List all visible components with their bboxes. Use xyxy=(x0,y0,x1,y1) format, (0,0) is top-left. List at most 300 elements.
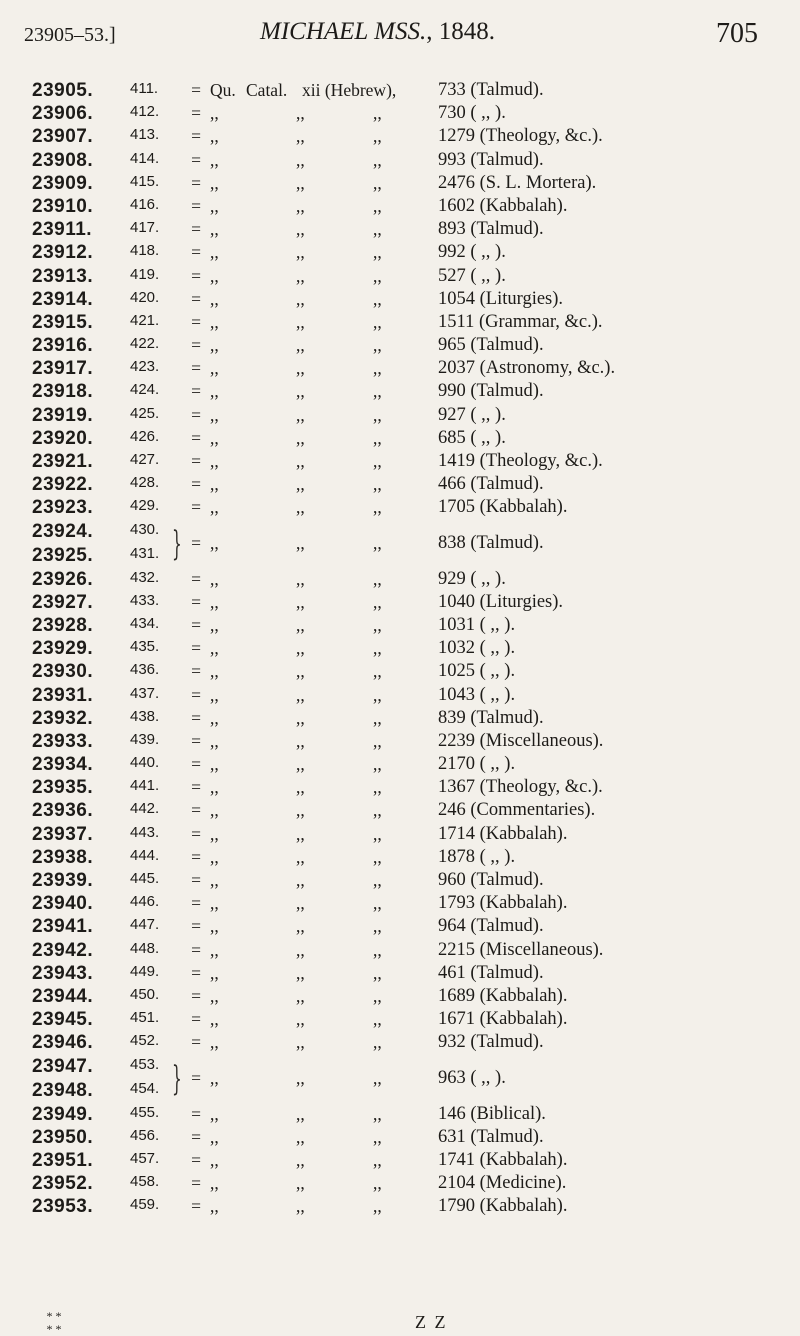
catalogue-reference: 1511 (Grammar, &c.). xyxy=(438,311,603,332)
sub-number: 411. xyxy=(130,80,159,97)
sub-number: 448. xyxy=(130,939,160,957)
entry-number: 23940. xyxy=(32,893,94,915)
sub-number: 446. xyxy=(130,893,160,911)
ditto-mark: ,, xyxy=(210,311,219,332)
equals-sign: = xyxy=(191,427,201,448)
entry-number: 23925. xyxy=(32,544,94,566)
catalogue-reference: 929 ( ,, ). xyxy=(438,568,506,589)
catalogue-entry xyxy=(0,1104,800,1127)
equals-sign: = xyxy=(191,381,201,402)
ditto-mark: ,, xyxy=(373,707,382,728)
catalogue-reference: 964 (Talmud). xyxy=(438,916,544,937)
entry-number: 23946. xyxy=(32,1032,94,1054)
equals-sign: = xyxy=(191,916,201,937)
catalogue-entry xyxy=(0,474,800,497)
sub-number: 449. xyxy=(130,962,160,980)
entry-number: 23907. xyxy=(32,126,94,148)
equals-sign: = xyxy=(191,1067,201,1088)
ditto-mark: ,, xyxy=(296,684,305,705)
ditto-mark: ,, xyxy=(296,591,305,612)
equals-sign: = xyxy=(191,242,201,263)
sub-number: 445. xyxy=(130,870,160,887)
catalogue-entry xyxy=(0,661,800,684)
catalogue-entry xyxy=(0,150,800,173)
ditto-mark: ,, xyxy=(210,381,219,402)
ditto-mark: ,, xyxy=(210,1126,219,1147)
catalogue-entry xyxy=(0,615,800,638)
catalogue-entry xyxy=(0,521,800,569)
entry-number: 23918. xyxy=(32,381,94,403)
equals-sign: = xyxy=(191,1032,201,1053)
ditto-mark: ,, xyxy=(373,265,382,286)
ditto-mark: ,, xyxy=(296,985,305,1006)
ditto-mark: ,, xyxy=(210,335,219,356)
catalogue-entry xyxy=(0,940,800,963)
ditto-mark: ,, xyxy=(373,126,382,147)
equals-sign: = xyxy=(191,103,201,124)
sub-number: 423. xyxy=(130,358,160,376)
ditto-mark: ,, xyxy=(296,404,305,425)
ditto-mark: ,, xyxy=(210,939,219,960)
catalogue-abbrev: Catal. xyxy=(246,80,288,100)
ditto-mark: ,, xyxy=(210,1067,219,1088)
catalogue-entry xyxy=(0,358,800,381)
ditto-mark: ,, xyxy=(296,939,305,960)
equals-sign: = xyxy=(191,823,201,844)
catalogue-entry xyxy=(0,1127,800,1150)
catalogue-reference: 1031 ( ,, ). xyxy=(438,614,516,635)
ditto-mark: ,, xyxy=(373,532,382,553)
equals-sign: = xyxy=(191,893,201,914)
equals-sign: = xyxy=(191,532,201,553)
ditto-mark: ,, xyxy=(210,916,219,937)
catalogue-reference: 1419 (Theology, &c.). xyxy=(438,451,603,471)
catalogue-reference: 838 (Talmud). xyxy=(438,532,544,553)
equals-sign: = xyxy=(191,126,201,147)
entry-number: 23933. xyxy=(32,730,94,752)
equals-sign: = xyxy=(191,1196,201,1217)
entry-number: 23952. xyxy=(32,1173,94,1195)
catalogue-reference: 527 ( ,, ). xyxy=(438,265,506,286)
sub-number: 458. xyxy=(130,1173,160,1191)
catalogue-reference: 733 (Talmud). xyxy=(438,80,544,100)
ditto-mark: ,, xyxy=(373,288,382,309)
catalogue-entry xyxy=(0,800,800,823)
entry-number: 23920. xyxy=(32,427,94,449)
ditto-mark: ,, xyxy=(373,568,382,589)
sub-number: 428. xyxy=(130,474,160,492)
sub-number: 436. xyxy=(130,661,160,679)
header-title-italic: MICHAEL MSS. xyxy=(260,18,427,45)
equals-sign: = xyxy=(191,358,201,379)
ditto-mark: ,, xyxy=(296,126,305,147)
ditto-mark: ,, xyxy=(373,985,382,1006)
ditto-mark: ,, xyxy=(373,335,382,356)
catalogue-entry xyxy=(0,266,800,289)
equals-sign: = xyxy=(191,661,201,682)
equals-sign: = xyxy=(191,985,201,1006)
entry-number: 23908. xyxy=(32,149,94,171)
sub-number: 456. xyxy=(130,1126,160,1144)
ditto-mark: ,, xyxy=(296,242,305,263)
ditto-mark: ,, xyxy=(210,1103,219,1124)
entry-number: 23915. xyxy=(32,311,94,333)
entry-number: 23928. xyxy=(32,614,94,636)
ditto-mark: ,, xyxy=(210,103,219,124)
ditto-mark: ,, xyxy=(296,497,305,518)
ditto-mark: ,, xyxy=(296,451,305,471)
ditto-mark: ,, xyxy=(210,870,219,890)
ditto-mark: ,, xyxy=(373,777,382,798)
catalogue-reference: 1032 ( ,, ). xyxy=(438,638,516,659)
ditto-mark: ,, xyxy=(373,614,382,635)
catalogue-entry xyxy=(0,824,800,847)
entry-number: 23913. xyxy=(32,265,94,287)
equals-sign: = xyxy=(191,939,201,960)
entry-number: 23917. xyxy=(32,358,94,380)
sub-number: 424. xyxy=(130,381,160,399)
catalogue-reference: 730 ( ,, ). xyxy=(438,103,506,124)
header-title xyxy=(260,18,495,46)
ditto-mark: ,, xyxy=(296,172,305,193)
catalogue-entry xyxy=(0,242,800,265)
entry-number: 23951. xyxy=(32,1149,94,1171)
sub-number: 415. xyxy=(130,172,160,190)
catalogue-entry xyxy=(0,777,800,800)
ditto-mark: ,, xyxy=(210,591,219,612)
entry-number: 23914. xyxy=(32,288,94,310)
ditto-mark: ,, xyxy=(296,1196,305,1217)
ditto-mark: ,, xyxy=(373,730,382,751)
catalogue-reference: 927 ( ,, ). xyxy=(438,404,506,425)
catalogue-reference: 2239 (Miscellaneous). xyxy=(438,730,604,751)
ditto-mark: ,, xyxy=(296,265,305,286)
ditto-mark: ,, xyxy=(373,172,382,193)
ditto-mark: ,, xyxy=(210,568,219,589)
sub-number: 440. xyxy=(130,754,160,772)
entry-number: 23947. xyxy=(32,1055,94,1077)
catalogue-entry xyxy=(0,893,800,916)
ditto-mark: ,, xyxy=(296,381,305,402)
sub-number: 451. xyxy=(130,1009,160,1027)
ditto-mark: ,, xyxy=(210,1009,219,1030)
running-header xyxy=(0,18,800,58)
ditto-mark: ,, xyxy=(210,661,219,682)
ditto-mark: ,, xyxy=(296,730,305,751)
sub-number: 455. xyxy=(130,1103,160,1121)
equals-sign: = xyxy=(191,1149,201,1170)
sub-number: 413. xyxy=(130,126,160,144)
sub-number: 421. xyxy=(130,311,160,329)
catalogue-reference: 1741 (Kabbalah). xyxy=(438,1149,568,1170)
ditto-mark: ,, xyxy=(296,1149,305,1170)
ditto-mark: ,, xyxy=(373,1126,382,1147)
catalogue-entry xyxy=(0,847,800,870)
entry-number: 23950. xyxy=(32,1126,94,1148)
ditto-mark: ,, xyxy=(296,1067,305,1088)
sub-number: 412. xyxy=(130,103,160,121)
catalogue-reference: 2476 (S. L. Mortera). xyxy=(438,172,597,193)
equals-sign: = xyxy=(191,707,201,728)
catalogue-reference: 960 (Talmud). xyxy=(438,870,544,890)
catalogue-reference: 1790 (Kabbalah). xyxy=(438,1196,568,1217)
entry-number: 23906. xyxy=(32,103,94,125)
entry-number: 23912. xyxy=(32,242,94,264)
ditto-mark: ,, xyxy=(210,962,219,983)
catalogue-reference: 839 (Talmud). xyxy=(438,707,544,728)
equals-sign: = xyxy=(191,265,201,286)
ditto-mark: ,, xyxy=(296,195,305,216)
header-range: 23905–53.] xyxy=(24,24,116,46)
ditto-mark: ,, xyxy=(296,800,305,821)
ditto-mark: ,, xyxy=(373,195,382,216)
ditto-mark: ,, xyxy=(210,730,219,751)
catalogue-reference: 1279 (Theology, &c.). xyxy=(438,126,603,147)
entry-number: 23909. xyxy=(32,172,94,194)
catalogue-entry xyxy=(0,592,800,615)
sub-number: 427. xyxy=(130,451,160,468)
catalogue-reference: 466 (Talmud). xyxy=(438,474,544,495)
catalogue-reference: 2215 (Miscellaneous). xyxy=(438,939,604,960)
ditto-mark: ,, xyxy=(210,219,219,240)
catalogue-entry xyxy=(0,963,800,986)
ditto-mark: ,, xyxy=(373,800,382,821)
sub-number: 426. xyxy=(130,427,160,445)
sub-number: 439. xyxy=(130,730,160,748)
catalogue-reference: 1705 (Kabbalah). xyxy=(438,497,568,518)
ditto-mark: ,, xyxy=(296,427,305,448)
catalogue-reference: 461 (Talmud). xyxy=(438,962,544,983)
catalogue-entry xyxy=(0,1196,800,1219)
entry-number: 23926. xyxy=(32,568,94,590)
entry-number: 23943. xyxy=(32,962,94,984)
ditto-mark: ,, xyxy=(373,427,382,448)
entry-number: 23939. xyxy=(32,870,94,891)
ditto-mark: ,, xyxy=(210,497,219,518)
entry-number: 23910. xyxy=(32,195,94,217)
equals-sign: = xyxy=(191,474,201,495)
catalogue-entry xyxy=(0,1150,800,1173)
ditto-mark: ,, xyxy=(373,962,382,983)
ditto-mark: ,, xyxy=(296,707,305,728)
sub-number: 414. xyxy=(130,149,160,167)
ditto-mark: ,, xyxy=(373,451,382,471)
sub-number: 437. xyxy=(130,684,160,702)
catalogue-entry xyxy=(0,638,800,661)
ditto-mark: ,, xyxy=(296,568,305,589)
ditto-mark: ,, xyxy=(210,451,219,471)
catalogue-entry xyxy=(0,312,800,335)
entry-number: 23911. xyxy=(32,219,93,241)
equals-sign: = xyxy=(191,870,201,890)
ditto-mark: ,, xyxy=(210,985,219,1006)
entry-number: 23932. xyxy=(32,707,94,729)
header-year: , 1848. xyxy=(426,18,495,45)
equals-sign: = xyxy=(191,777,201,798)
catalogue-entry xyxy=(0,219,800,242)
ditto-mark: ,, xyxy=(210,800,219,821)
equals-sign: = xyxy=(191,962,201,983)
catalogue-reference: 1040 (Liturgies). xyxy=(438,591,564,612)
catalogue-entries xyxy=(0,80,800,1219)
ditto-mark: ,, xyxy=(373,1032,382,1053)
catalogue-entry xyxy=(0,335,800,358)
ditto-mark: ,, xyxy=(210,893,219,914)
catalogue-entry xyxy=(0,986,800,1009)
ditto-mark: ,, xyxy=(296,870,305,890)
catalogue-reference: 932 (Talmud). xyxy=(438,1032,544,1053)
equals-sign: = xyxy=(191,684,201,705)
catalogue-reference: 2037 (Astronomy, &c.). xyxy=(438,358,616,379)
ditto-mark: ,, xyxy=(210,172,219,193)
ditto-mark: ,, xyxy=(373,684,382,705)
equals-sign: = xyxy=(191,614,201,635)
equals-sign: = xyxy=(191,451,201,471)
ditto-mark: ,, xyxy=(210,614,219,635)
sub-number: 419. xyxy=(130,265,160,283)
equals-sign: = xyxy=(191,497,201,518)
entry-number: 23953. xyxy=(32,1196,94,1218)
equals-sign: = xyxy=(191,219,201,240)
catalogue-reference: 1671 (Kabbalah). xyxy=(438,1009,568,1030)
sub-number: 416. xyxy=(130,195,160,213)
entry-number: 23948. xyxy=(32,1079,94,1101)
ditto-mark: ,, xyxy=(373,916,382,937)
ditto-mark: ,, xyxy=(296,103,305,124)
ditto-mark: ,, xyxy=(373,846,382,867)
catalogue-reference: 1054 (Liturgies). xyxy=(438,288,564,309)
equals-sign: = xyxy=(191,638,201,659)
equals-sign: = xyxy=(191,335,201,356)
ditto-mark: ,, xyxy=(296,1032,305,1053)
catalogue-reference: 685 ( ,, ). xyxy=(438,427,506,448)
sub-number: 433. xyxy=(130,591,160,609)
ditto-mark: ,, xyxy=(373,242,382,263)
equals-sign: = xyxy=(191,1009,201,1030)
ditto-mark: ,, xyxy=(373,661,382,682)
ditto-mark: ,, xyxy=(373,638,382,659)
entry-number: 23942. xyxy=(32,939,94,961)
catalogue-reference: 963 ( ,, ). xyxy=(438,1067,506,1088)
ditto-mark: ,, xyxy=(296,754,305,775)
entry-number: 23927. xyxy=(32,591,94,613)
footer-asterisks xyxy=(34,1310,74,1336)
ditto-mark: ,, xyxy=(210,474,219,495)
catalogue-entry xyxy=(0,405,800,428)
catalogue-reference: 993 (Talmud). xyxy=(438,149,544,170)
catalogue-reference: 1043 ( ,, ). xyxy=(438,684,516,705)
ditto-mark: ,, xyxy=(373,219,382,240)
entry-number: 23934. xyxy=(32,754,94,776)
catalogue-entry xyxy=(0,1032,800,1055)
brace-icon: } xyxy=(172,1058,182,1099)
catalogue-reference: 1689 (Kabbalah). xyxy=(438,985,568,1006)
ditto-mark: ,, xyxy=(210,265,219,286)
equals-sign: = xyxy=(191,288,201,309)
catalogue-reference: 1367 (Theology, &c.). xyxy=(438,777,603,798)
entry-number: 23937. xyxy=(32,823,94,845)
entry-number: 23919. xyxy=(32,404,94,426)
ditto-mark: ,, xyxy=(210,358,219,379)
catalogue-reference: 146 (Biblical). xyxy=(438,1103,546,1124)
sub-number: 441. xyxy=(130,777,160,795)
ditto-mark: ,, xyxy=(373,939,382,960)
ditto-mark: ,, xyxy=(373,870,382,890)
sub-number: 454. xyxy=(130,1079,160,1097)
entry-number: 23921. xyxy=(32,451,94,472)
ditto-mark: ,, xyxy=(373,823,382,844)
asterisks-top: * * xyxy=(46,1309,62,1323)
sub-number: 417. xyxy=(130,219,160,237)
ditto-mark: ,, xyxy=(296,846,305,867)
equals-sign: = xyxy=(191,80,201,100)
ditto-mark: ,, xyxy=(373,497,382,518)
sub-number: 429. xyxy=(130,497,160,515)
asterisks-bottom: * * xyxy=(46,1322,62,1336)
ditto-mark: ,, xyxy=(210,754,219,775)
ditto-mark: ,, xyxy=(296,474,305,495)
sub-number: 420. xyxy=(130,288,160,306)
sub-number: 418. xyxy=(130,242,160,260)
sub-number: 435. xyxy=(130,638,160,656)
ditto-mark: ,, xyxy=(210,684,219,705)
ditto-mark: ,, xyxy=(296,1173,305,1194)
ditto-mark: ,, xyxy=(296,638,305,659)
catalogue-entry xyxy=(0,731,800,754)
entry-number: 23930. xyxy=(32,661,94,683)
catalogue-entry xyxy=(0,428,800,451)
ditto-mark: ,, xyxy=(296,149,305,170)
equals-sign: = xyxy=(191,311,201,332)
catalogue-entry xyxy=(0,196,800,219)
ditto-mark: ,, xyxy=(210,638,219,659)
catalogue-entry xyxy=(0,708,800,731)
ditto-mark: ,, xyxy=(373,754,382,775)
ditto-mark: ,, xyxy=(373,404,382,425)
brace-icon: } xyxy=(172,523,182,564)
catalogue-reference: 246 (Commentaries). xyxy=(438,800,596,821)
ditto-mark: ,, xyxy=(373,381,382,402)
ditto-mark: ,, xyxy=(373,1103,382,1124)
entry-number: 23922. xyxy=(32,474,94,496)
equals-sign: = xyxy=(191,800,201,821)
ditto-mark: ,, xyxy=(210,288,219,309)
sub-number: 452. xyxy=(130,1032,160,1050)
ditto-mark: ,, xyxy=(210,777,219,798)
equals-sign: = xyxy=(191,754,201,775)
equals-sign: = xyxy=(191,846,201,867)
ditto-mark: ,, xyxy=(296,358,305,379)
catalogue-section: xii (Hebrew), xyxy=(302,80,397,100)
ditto-mark: ,, xyxy=(296,614,305,635)
equals-sign: = xyxy=(191,568,201,589)
signature-mark: Z Z xyxy=(415,1312,448,1332)
ditto-mark: ,, xyxy=(210,427,219,448)
ditto-mark: ,, xyxy=(210,1173,219,1194)
catalogue-reference: 2104 (Medicine). xyxy=(438,1173,567,1194)
ditto-mark: ,, xyxy=(373,474,382,495)
entry-number: 23931. xyxy=(32,684,94,706)
equals-sign: = xyxy=(191,172,201,193)
catalogue-entry xyxy=(0,1056,800,1104)
ditto-mark: ,, xyxy=(210,126,219,147)
sub-number: 431. xyxy=(130,544,160,562)
ditto-mark: ,, xyxy=(296,823,305,844)
ditto-mark: ,, xyxy=(373,311,382,332)
ditto-mark: ,, xyxy=(210,707,219,728)
equals-sign: = xyxy=(191,149,201,170)
entry-number: 23905. xyxy=(32,80,94,101)
